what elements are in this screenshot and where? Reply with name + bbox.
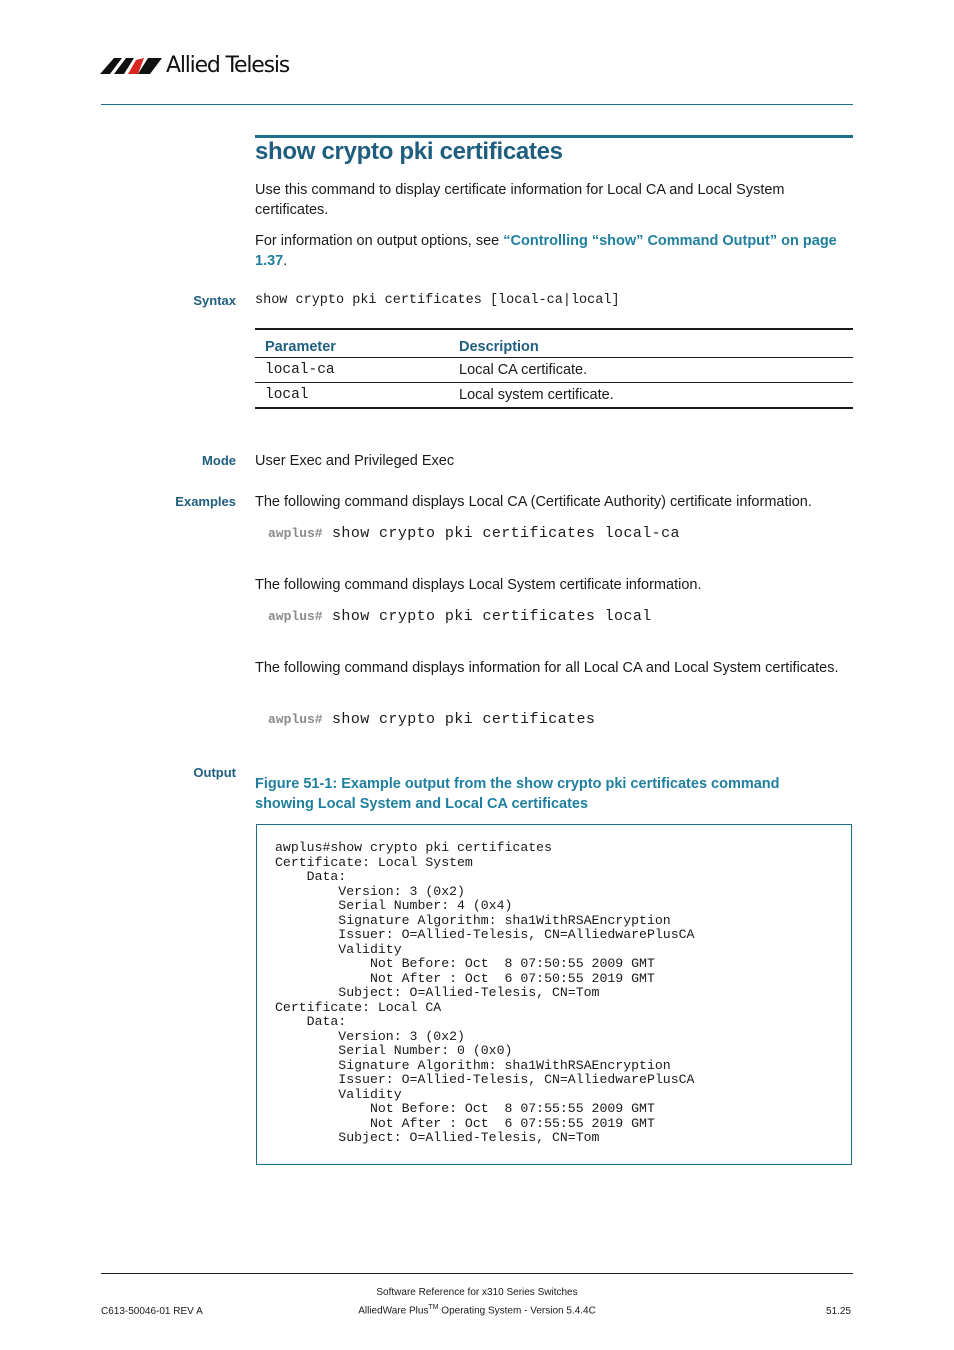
output-box — [256, 824, 852, 1165]
output-label: Output — [193, 765, 236, 780]
description-column-header: Description — [459, 339, 539, 355]
figure-caption: Figure 51-1: Example output from the show crypto pki certificates command showing Local System and Local CA certificates — [255, 776, 780, 812]
command-prompt: awplus# — [268, 712, 323, 727]
header-rule — [101, 104, 853, 105]
page-title: show crypto pki certificates — [255, 138, 563, 165]
output-text: awplus#show crypto pki certificates Certificate: Local System Data: Version: 3 (0x2) Serial Number: 4 (0x4) Signature Algorithm: sha1WithRSAEncryption Issuer: O=Allied-Telesis, CN=AlliedwarePlusCA Validity Not Before: Oct 8 07:50:55 2009 GMT Not After : Oct 6 07:50:55 2019 GMT Subject: O=Allied-Telesis, CN=Tom Certificate: Local CA Data: Version: 3 (0x2) Serial Number: 0 (0x0) Signature Algorithm: sha1WithRSAEncryption Issuer: O=Allied-Telesis, CN=AlliedwarePlusCA Validity Not Before: Oct 8 07:55:55 2009 GMT Not After : Oct 6 07:55:55 2019 GMT Subject: O=Allied-Telesis, CN=Tom — [275, 840, 695, 1145]
param-column-header: Parameter — [265, 339, 336, 355]
description-cell: Local CA certificate. — [459, 362, 588, 378]
mode-label: Mode — [202, 453, 236, 468]
footer-rule — [101, 1273, 853, 1274]
page-number: 51.25 — [825, 1306, 851, 1317]
footer-product — [0, 1304, 954, 1316]
allied-telesis-logo-icon — [100, 54, 162, 76]
info-prefix: For information on output options, see — [255, 233, 504, 249]
info-paragraph — [255, 231, 845, 271]
example-description: The following command displays Local CA (Certificate Authority) certificate information. — [255, 494, 812, 510]
example-description: The following command displays Local System certificate information. — [255, 577, 702, 593]
examples-label: Examples — [175, 494, 236, 509]
intro-paragraph: Use this command to display certificate information for Local CA and Local System certificates. — [255, 182, 785, 218]
footer-trademark: TM — [428, 1304, 439, 1311]
table-header-row — [255, 329, 853, 358]
output-options-link[interactable]: “Controlling “show” Command Output” on page 1.37 — [255, 233, 837, 269]
example-command — [268, 525, 680, 542]
syntax-label: Syntax — [193, 293, 236, 308]
mode-text: User Exec and Privileged Exec — [255, 453, 455, 469]
command-text: show crypto pki certificates — [332, 711, 596, 728]
example-description: The following command displays information for all Local CA and Local System certificates. — [255, 660, 839, 676]
syntax-text: show crypto pki certificates [local-ca|local] — [255, 293, 620, 308]
example-command — [268, 711, 595, 728]
param-cell: local-ca — [265, 362, 335, 378]
command-prompt: awplus# — [268, 526, 323, 541]
command-prompt: awplus# — [268, 609, 323, 624]
parameter-table — [255, 328, 853, 409]
allied-telesis-logo — [100, 52, 289, 78]
table-row — [255, 358, 853, 383]
info-suffix: . — [283, 253, 288, 269]
command-text: show crypto pki certificates local — [332, 608, 652, 625]
footer-product-version: Operating System - Version 5.4.4C — [438, 1305, 596, 1317]
footer-title: Software Reference for x310 Series Switches — [376, 1287, 578, 1298]
footer-product-name: AlliedWare Plus — [358, 1305, 429, 1317]
description-cell: Local system certificate. — [459, 387, 614, 403]
table-row — [255, 383, 853, 409]
footer-doc-id: C613-50046-01 REV A — [101, 1306, 203, 1317]
logo-text: Allied Telesis — [166, 52, 289, 78]
command-text: show crypto pki certificates local-ca — [332, 525, 680, 542]
param-cell: local — [265, 387, 309, 403]
example-command — [268, 608, 652, 625]
